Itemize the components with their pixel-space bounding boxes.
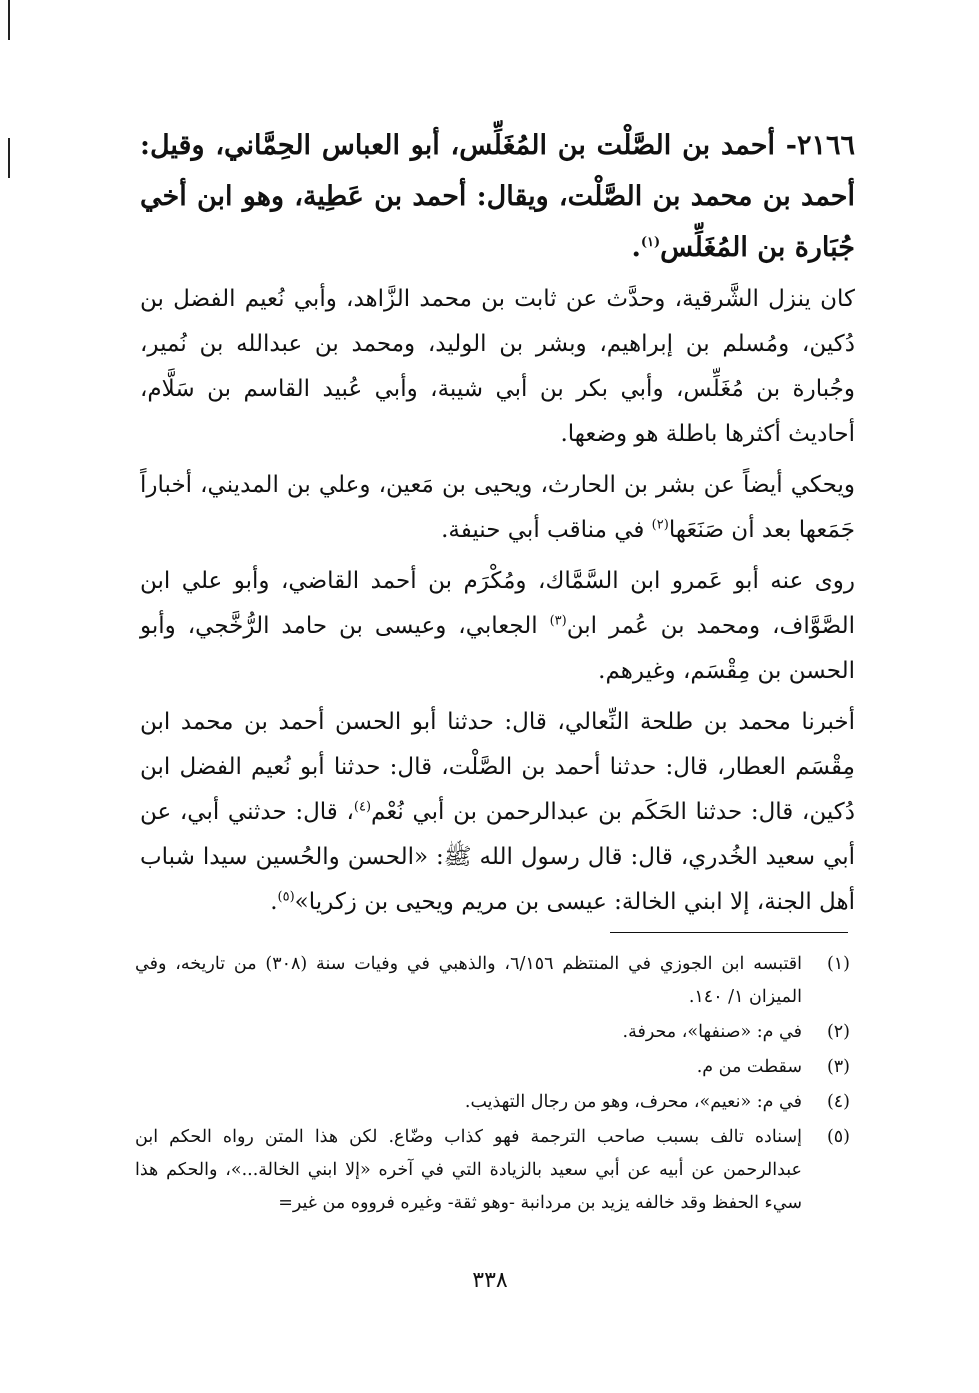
footnote-item <box>135 1121 850 1220</box>
footnote-ref: (١) <box>640 235 661 250</box>
paragraph-text: ويحكي أيضاً عن بشر بن الحارث، ويحيى بن مَعين، وعلي بن المديني، أخباراً جَمَعها بعد أن صَنَعَها <box>140 472 855 543</box>
footnote-number: (٥) <box>826 1127 850 1147</box>
footnote-item <box>135 1086 850 1119</box>
main-text <box>140 120 855 931</box>
paragraph-text: كان ينزل الشَّرقية، وحدَّث عن ثابت بن محمد الزَّاهد، وأبي نُعيم الفضل بن دُكين، ومُسلم بن إبراهيم، وبشر بن الوليد، ومحمد بن عبدالله بن نُمير، وجُبارة بن مُغَلِّس، وأبي بكر بن أبي شيبة، وأبي عُبيد القاسم بن سَلَّام، أحاديث أكثرها باطلة هو وضعها. <box>140 286 855 447</box>
entry-title-end: . <box>631 232 641 263</box>
paragraph <box>140 463 855 553</box>
footnote-ref: (٤) <box>353 799 372 815</box>
footnote-text: سقطت من م. <box>696 1057 802 1077</box>
paragraph <box>140 559 855 694</box>
footnote-text: في م: «صنفها»، محرفة. <box>622 1022 802 1042</box>
paragraph <box>140 277 855 457</box>
footnote-number: (١) <box>826 954 850 974</box>
footnote-ref: (٣) <box>549 613 567 629</box>
page-number: ٣٣٨ <box>472 1268 508 1293</box>
paragraph-text: أخبرنا محمد بن طلحة النِّعالي، قال: حدثنا أبو الحسن أحمد بن محمد ابن مِقْسَم العطار، قال: حدثنا أحمد بن الصَّلْت، قال: حدثنا أبو نُعيم الفضل ابن دُكين، قال: حدثنا الحَكَم بن عبدالرحمن بن أبي نُعْم <box>140 709 855 825</box>
paragraph-text: الجعابي، وعيسى بن حامد الرُّخَّجي، وأبو الحسن بن مِقْسَم، وغيرهم. <box>140 613 855 684</box>
paragraph-text: ، قال: حدثني أبي، عن أبي سعيد الخُدري، قال: قال رسول الله ﷺ: «الحسن والحُسين سيدا شباب أهل الجنة، إلا ابني الخالة: عيسى بن مريم ويحيى بن زكريا» <box>140 799 855 915</box>
footnotes <box>135 948 850 1222</box>
entry-number: ٢١٦٦- <box>785 130 856 161</box>
paragraph <box>140 700 855 925</box>
footnote-text: إسناده تالف بسبب صاحب الترجمة فهو كذاب وضّاع. لكن هذا المتن رواه الحكم ابن عبدالرحمن عن أبيه عن أبي سعيد بالزيادة التي في آخره «إلا ابني الخالة...»، والحكم هذا سيء الحفظ وقد خالفه يزيد بن مردانبة -وهو ثقة- وغيره فرووه من غير= <box>135 1127 802 1213</box>
footnote-number: (٢) <box>826 1022 850 1042</box>
footnote-item <box>135 1051 850 1084</box>
paragraph-text: . <box>270 889 278 915</box>
footnote-separator <box>610 932 848 933</box>
footnote-item <box>135 1016 850 1049</box>
footnote-ref: (٢) <box>651 517 669 533</box>
footnote-text: في م: «نعيم»، محرف، وهو من رجال التهذيب. <box>464 1092 802 1112</box>
footnote-item <box>135 948 850 1014</box>
paragraph-text: في مناقب أبي حنيفة. <box>441 517 652 543</box>
entry-heading <box>140 120 855 273</box>
entry-title-text: أحمد بن الصَّلْت بن المُغَلِّس، أبو العباس الحِمَّاني، وقيل: أحمد بن محمد بن الصَّلْت، ويقال: أحمد بن عَطِية، وهو ابن أخي جُبَارة بن المُغَلِّس <box>140 130 855 263</box>
binding-edge-line <box>8 0 10 40</box>
footnote-number: (٤) <box>826 1092 850 1112</box>
footnote-text: اقتبسه ابن الجوزي في المنتظم ٦/١٥٦، والذهبي في وفيات سنة (٣٠٨) من تاريخه، وفي الميزان ١/ ١٤٠. <box>135 954 802 1007</box>
binding-edge-line <box>8 138 10 178</box>
footnote-number: (٣) <box>826 1057 850 1077</box>
paragraph-text: روى عنه أبو عَمرو ابن السَّمَّاك، ومُكْرَم بن أحمد القاضي، وأبو علي ابن الصَّوَّاف، ومحمد بن عُمر ابن <box>140 568 855 639</box>
footnote-ref: (٥) <box>277 889 295 905</box>
